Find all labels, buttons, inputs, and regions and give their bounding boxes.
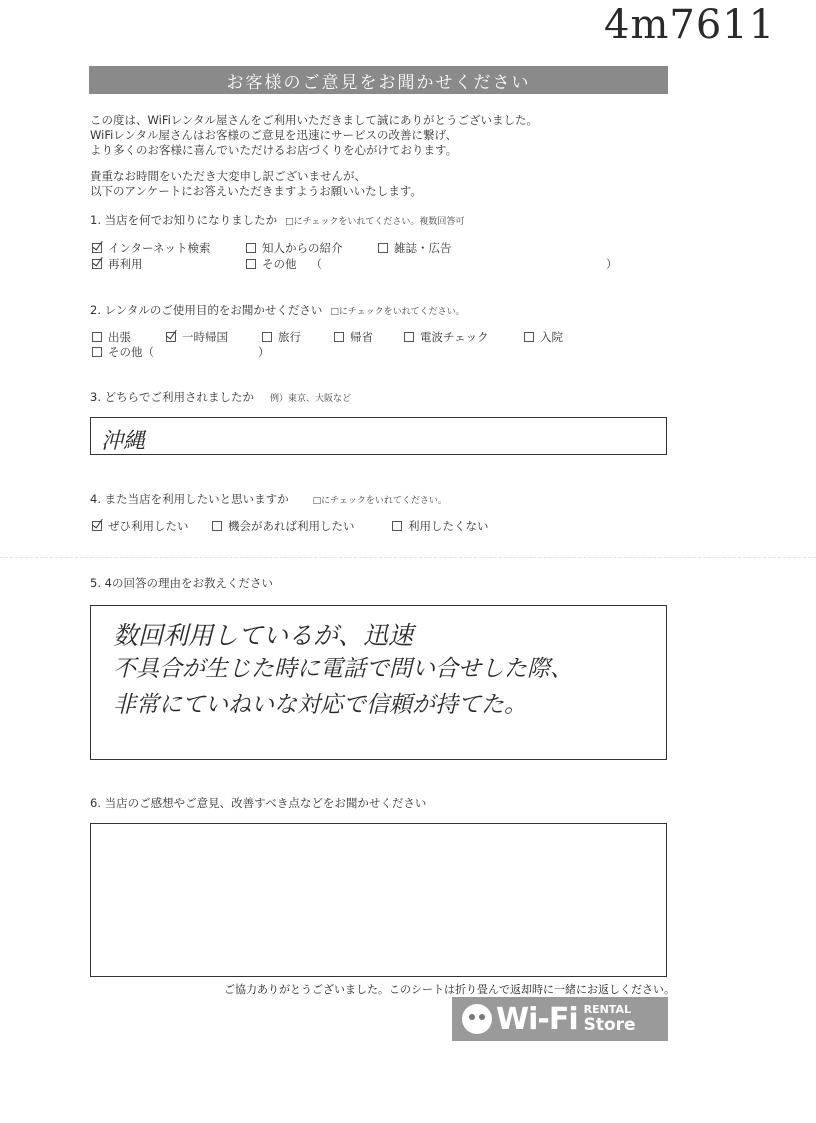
checkbox-checked[interactable] bbox=[92, 243, 102, 253]
checkbox-checked[interactable] bbox=[92, 259, 102, 269]
q5-answer-box[interactable] bbox=[90, 605, 667, 760]
q6-title: 6. 当店のご感想やご意見、改善すべき点などをお聞かせください bbox=[90, 796, 427, 810]
q1-option-referral[interactable]: 知人からの紹介 bbox=[246, 240, 343, 256]
footer-thanks: ご協力ありがとうございました。このシートは折り畳んで返却時に一緒にお返しください。 bbox=[224, 983, 675, 996]
q1-note: □にチェックをいれてください。複数回答可 bbox=[285, 217, 465, 227]
handwritten-id: 4m7611 bbox=[604, 2, 776, 48]
q5-title: 5. 4の回答の理由をお教えください bbox=[90, 576, 273, 590]
q3-title: 3. どちらでご利用されましたか 例）東京、大阪など bbox=[90, 390, 352, 404]
q1-other-open-paren: （ bbox=[310, 257, 322, 271]
checkbox[interactable] bbox=[404, 332, 414, 342]
q4-option-definitely[interactable]: ぜひ利用したい bbox=[92, 518, 189, 534]
q1-option-reuse[interactable]: 再利用 bbox=[92, 256, 143, 272]
checkbox[interactable] bbox=[92, 347, 102, 357]
q2-option-business[interactable]: 出張 bbox=[92, 329, 131, 345]
q5-answer-line-3: 非常にていねいな対応で信頼が持てた。 bbox=[113, 692, 527, 718]
logo-side-text bbox=[584, 1004, 636, 1034]
q2-option-hospital[interactable]: 入院 bbox=[524, 329, 563, 345]
q2-option-other[interactable]: その他（ bbox=[92, 344, 154, 360]
checkbox[interactable] bbox=[246, 243, 256, 253]
q2-option-homecoming[interactable]: 帰省 bbox=[334, 329, 373, 345]
checkbox[interactable] bbox=[212, 521, 222, 531]
q2-title: 2. レンタルのご使用目的をお聞かせください □にチェックをいれてください。 bbox=[90, 303, 465, 317]
intro-line-3: より多くのお客様に喜んでいただけるお店づくりを心がけております。 bbox=[90, 143, 458, 157]
q3-answer-box[interactable] bbox=[90, 417, 667, 455]
checkbox-checked[interactable] bbox=[166, 332, 176, 342]
q2-option-travel[interactable]: 旅行 bbox=[262, 329, 301, 345]
form-header bbox=[89, 66, 668, 94]
q1-option-other[interactable]: その他 （ bbox=[246, 256, 322, 272]
q6-answer-box[interactable] bbox=[90, 823, 667, 977]
intro-line-1: この度は、WiFiレンタル屋さんをご利用いただきまして誠にありがとうございました。 bbox=[90, 113, 539, 127]
form-title: お客様のご意見をお聞かせください bbox=[226, 72, 531, 93]
q1-option-internet[interactable]: インターネット検索 bbox=[92, 240, 210, 256]
intro-line-2: WiFiレンタル屋さんはお客様のご意見を迅速にサービスの改善に繋げ、 bbox=[90, 128, 458, 142]
checkbox-checked[interactable] bbox=[92, 521, 102, 531]
q2-note: □にチェックをいれてください。 bbox=[330, 307, 465, 317]
intro-line-5: 以下のアンケートにお答えいただきますようお願いいたします。 bbox=[90, 184, 422, 198]
q5-answer-line-2: 不具合が生じた時に電話で問い合せした際、 bbox=[113, 656, 573, 682]
fold-line bbox=[0, 557, 816, 558]
q2-other-close-paren: ） bbox=[258, 345, 270, 359]
logo-wifi-text: Wi-Fi bbox=[496, 1001, 578, 1037]
checkbox[interactable] bbox=[92, 332, 102, 342]
logo-rental-text: RENTAL bbox=[583, 1003, 631, 1016]
q1-other-close-paren: ） bbox=[606, 257, 618, 271]
logo-store-text: Store bbox=[583, 1015, 636, 1035]
q2-option-temp-return[interactable]: 一時帰国 bbox=[166, 329, 228, 345]
checkbox[interactable] bbox=[524, 332, 534, 342]
q1-title: 1. 当店を何でお知りになりましたか □にチェックをいれてください。複数回答可 bbox=[90, 213, 465, 227]
q4-option-maybe[interactable]: 機会があれば利用したい bbox=[212, 518, 355, 534]
q1-option-magazine[interactable]: 雑誌・広告 bbox=[378, 240, 452, 256]
checkbox[interactable] bbox=[378, 243, 388, 253]
intro-line-4: 貴重なお時間をいただき大変申し訳ございませんが、 bbox=[90, 169, 366, 183]
mascot-icon bbox=[462, 1004, 492, 1034]
checkbox[interactable] bbox=[334, 332, 344, 342]
q4-title: 4. また当店を利用したいと思いますか □にチェックをいれてください。 bbox=[90, 492, 447, 506]
checkbox[interactable] bbox=[262, 332, 272, 342]
q3-answer: 沖縄 bbox=[101, 429, 146, 454]
q4-option-no[interactable]: 利用したくない bbox=[392, 518, 489, 534]
q2-option-signal-check[interactable]: 電波チェック bbox=[404, 329, 489, 345]
checkbox[interactable] bbox=[246, 259, 256, 269]
q3-example: 例）東京、大阪など bbox=[270, 394, 352, 404]
checkbox[interactable] bbox=[392, 521, 402, 531]
wifi-store-logo bbox=[452, 997, 668, 1041]
q5-answer-line-1: 数回利用しているが、迅速 bbox=[113, 621, 414, 650]
q4-note: □にチェックをいれてください。 bbox=[312, 496, 447, 506]
